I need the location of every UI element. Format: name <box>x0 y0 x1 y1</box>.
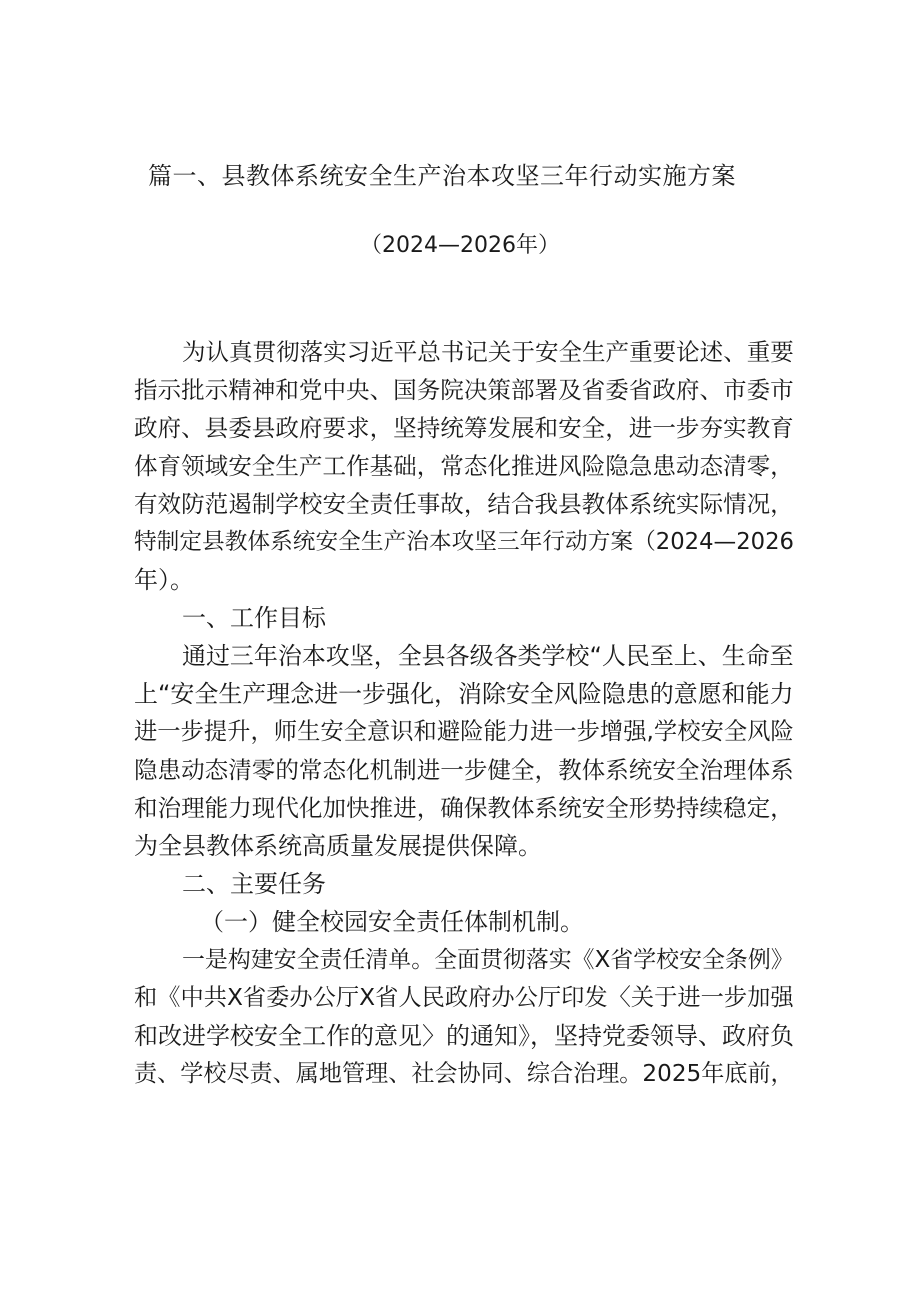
document-body <box>134 333 794 1093</box>
text-line: 指示批示精神和党中央、国务院决策部署及省委省政府、市委市 <box>134 376 794 404</box>
text-line: 和治理能力现代化加快推进，确保教体系统安全形势持续稳定， <box>134 794 794 822</box>
text-line: 特制定县教体系统安全生产治本攻坚三年行动方案（2024—2026 <box>134 529 794 555</box>
text-line: 有效防范遏制学校安全责任事故，结合我县教体系统实际情况， <box>134 490 794 518</box>
text-line: 一、工作目标 <box>182 604 326 632</box>
text-line: 一是构建安全责任清单。全面贯彻落实《X省学校安全条例》 <box>182 947 794 973</box>
document-title: 篇一、县教体系统安全生产治本攻坚三年行动实施方案 <box>148 162 736 190</box>
text-line: 责、学校尽责、属地管理、社会协同、综合治理。2025年底前， <box>134 1061 794 1087</box>
text-line: 上“安全生产理念进一步强化，消除安全风险隐患的意愿和能力 <box>134 680 794 708</box>
text-line: 二、主要任务 <box>182 870 326 898</box>
text-line: 为全县教体系统高质量发展提供保障。 <box>134 832 542 860</box>
text-line: 年）。 <box>134 566 194 594</box>
text-line: 政府、县委县政府要求，坚持统筹发展和安全，进一步夯实教育 <box>134 414 794 442</box>
text-line: 和改进学校安全工作的意见〉的通知》，坚持党委领导、政府负 <box>134 1022 794 1050</box>
text-line: 通过三年治本攻坚，全县各级各类学校“人民至上、生命至 <box>182 642 794 670</box>
text-line: （一）健全校园安全责任体制机制。 <box>200 908 584 936</box>
text-line: 进一步提升，师生安全意识和避险能力进一步增强,学校安全风险 <box>134 718 794 745</box>
text-line: 和《中共X省委办公厅X省人民政府办公厅印发〈关于进一步加强 <box>134 984 794 1011</box>
text-line: 隐患动态清零的常态化机制进一步健全，教体系统安全治理体系 <box>134 756 794 784</box>
text-line: 为认真贯彻落实习近平总书记关于安全生产重要论述、重要 <box>182 338 794 366</box>
text-line: 体育领域安全生产工作基础，常态化推进风险隐急患动态清零， <box>134 452 794 480</box>
document-subtitle: （2024—2026年） <box>360 233 560 258</box>
